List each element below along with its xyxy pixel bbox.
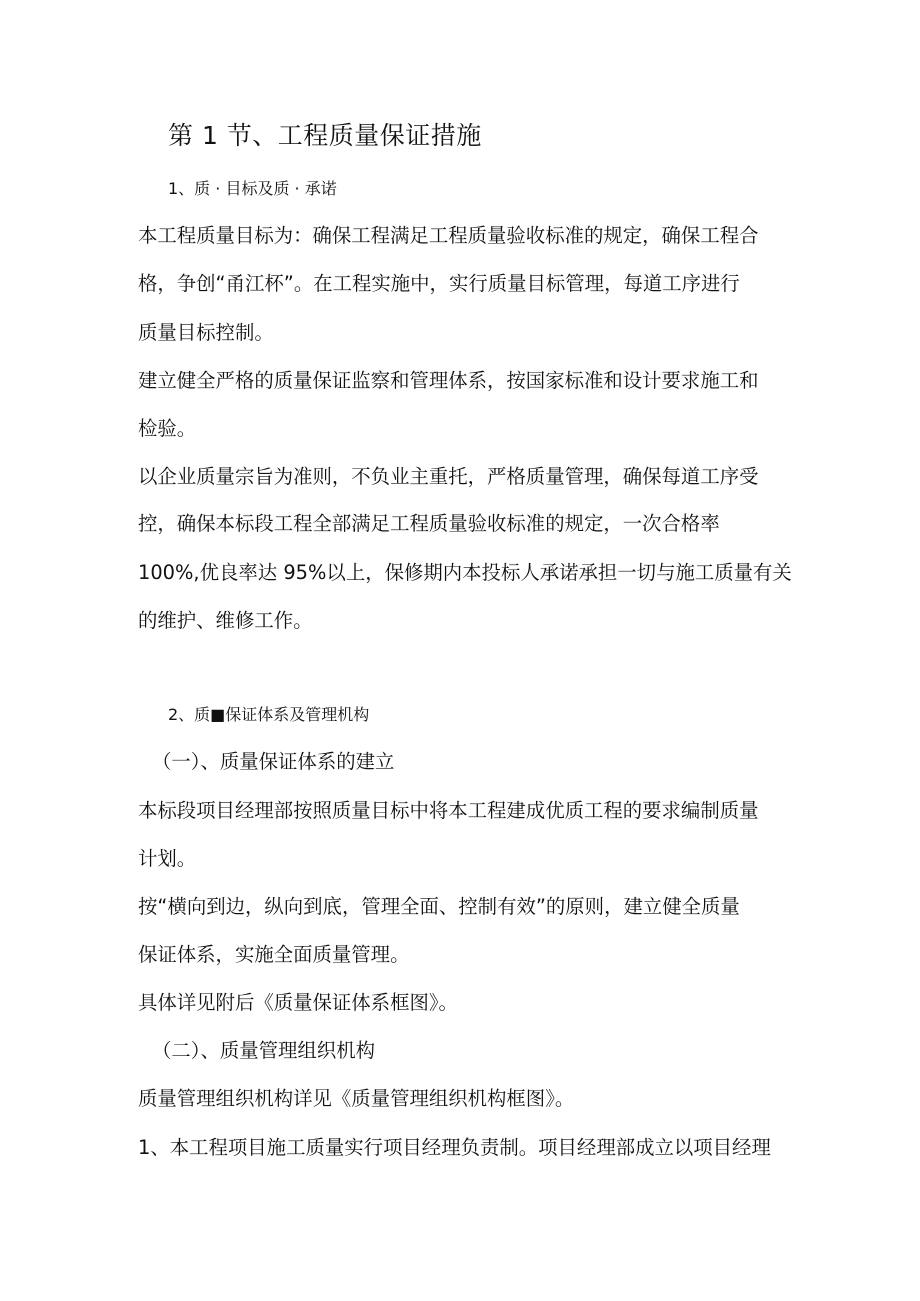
paragraph-line: 本工程质量目标为：确保工程满足工程质量验收标准的规定，确保工程合: [138, 224, 759, 247]
subsection-2-heading: （二）、质量管理组织机构: [152, 1039, 375, 1062]
paragraph-line: 控，确保本标段工程全部满足工程质量验收标准的规定，一次合格率: [138, 512, 720, 535]
section-2-heading: 2、质■保证体系及管理机构: [168, 705, 370, 724]
paragraph-line: 格，争创“甬江杯”。在工程实施中，实行质量目标管理，每道工序进行: [138, 272, 740, 295]
paragraph-line: 按“横向到边，纵向到底，管理全面、控制有效”的原则，建立健全质量: [138, 895, 740, 918]
paragraph-line: 具体详见附后《质量保证体系框图》。: [138, 991, 458, 1014]
paragraph-line: 质量管理组织机构详见《质量管理组织机构框图》。: [138, 1087, 575, 1110]
subsection-1-heading: （一）、质量保证体系的建立: [152, 750, 395, 773]
paragraph-line: 建立健全严格的质量保证监察和管理体系，按国家标准和设计要求施工和: [138, 369, 759, 392]
paragraph-line: 以企业质量宗旨为准则，不负业主重托，严格质量管理，确保每道工序受: [138, 465, 759, 488]
page-title: 第 1 节、工程质量保证措施: [168, 121, 482, 150]
section-1-heading: 1、质 · 目标及质 · 承诺: [168, 179, 337, 198]
paragraph-line: 的维护、维修工作。: [138, 609, 313, 632]
paragraph-line: 保证体系，实施全面质量管理。: [138, 943, 410, 966]
paragraph-line: 1、本工程项目施工质量实行项目经理负责制。项目经理部成立以项目经理: [138, 1136, 771, 1159]
paragraph-line: 100%,优良率达 95%以上，保修期内本投标人承诺承担一切与施工质量有关: [138, 561, 792, 584]
paragraph-line: 计划。: [138, 847, 197, 870]
paragraph-line: 本标段项目经理部按照质量目标中将本工程建成优质工程的要求编制质量: [138, 799, 759, 822]
paragraph-line: 质量目标控制。: [138, 321, 274, 344]
paragraph-line: 检验。: [138, 417, 197, 440]
